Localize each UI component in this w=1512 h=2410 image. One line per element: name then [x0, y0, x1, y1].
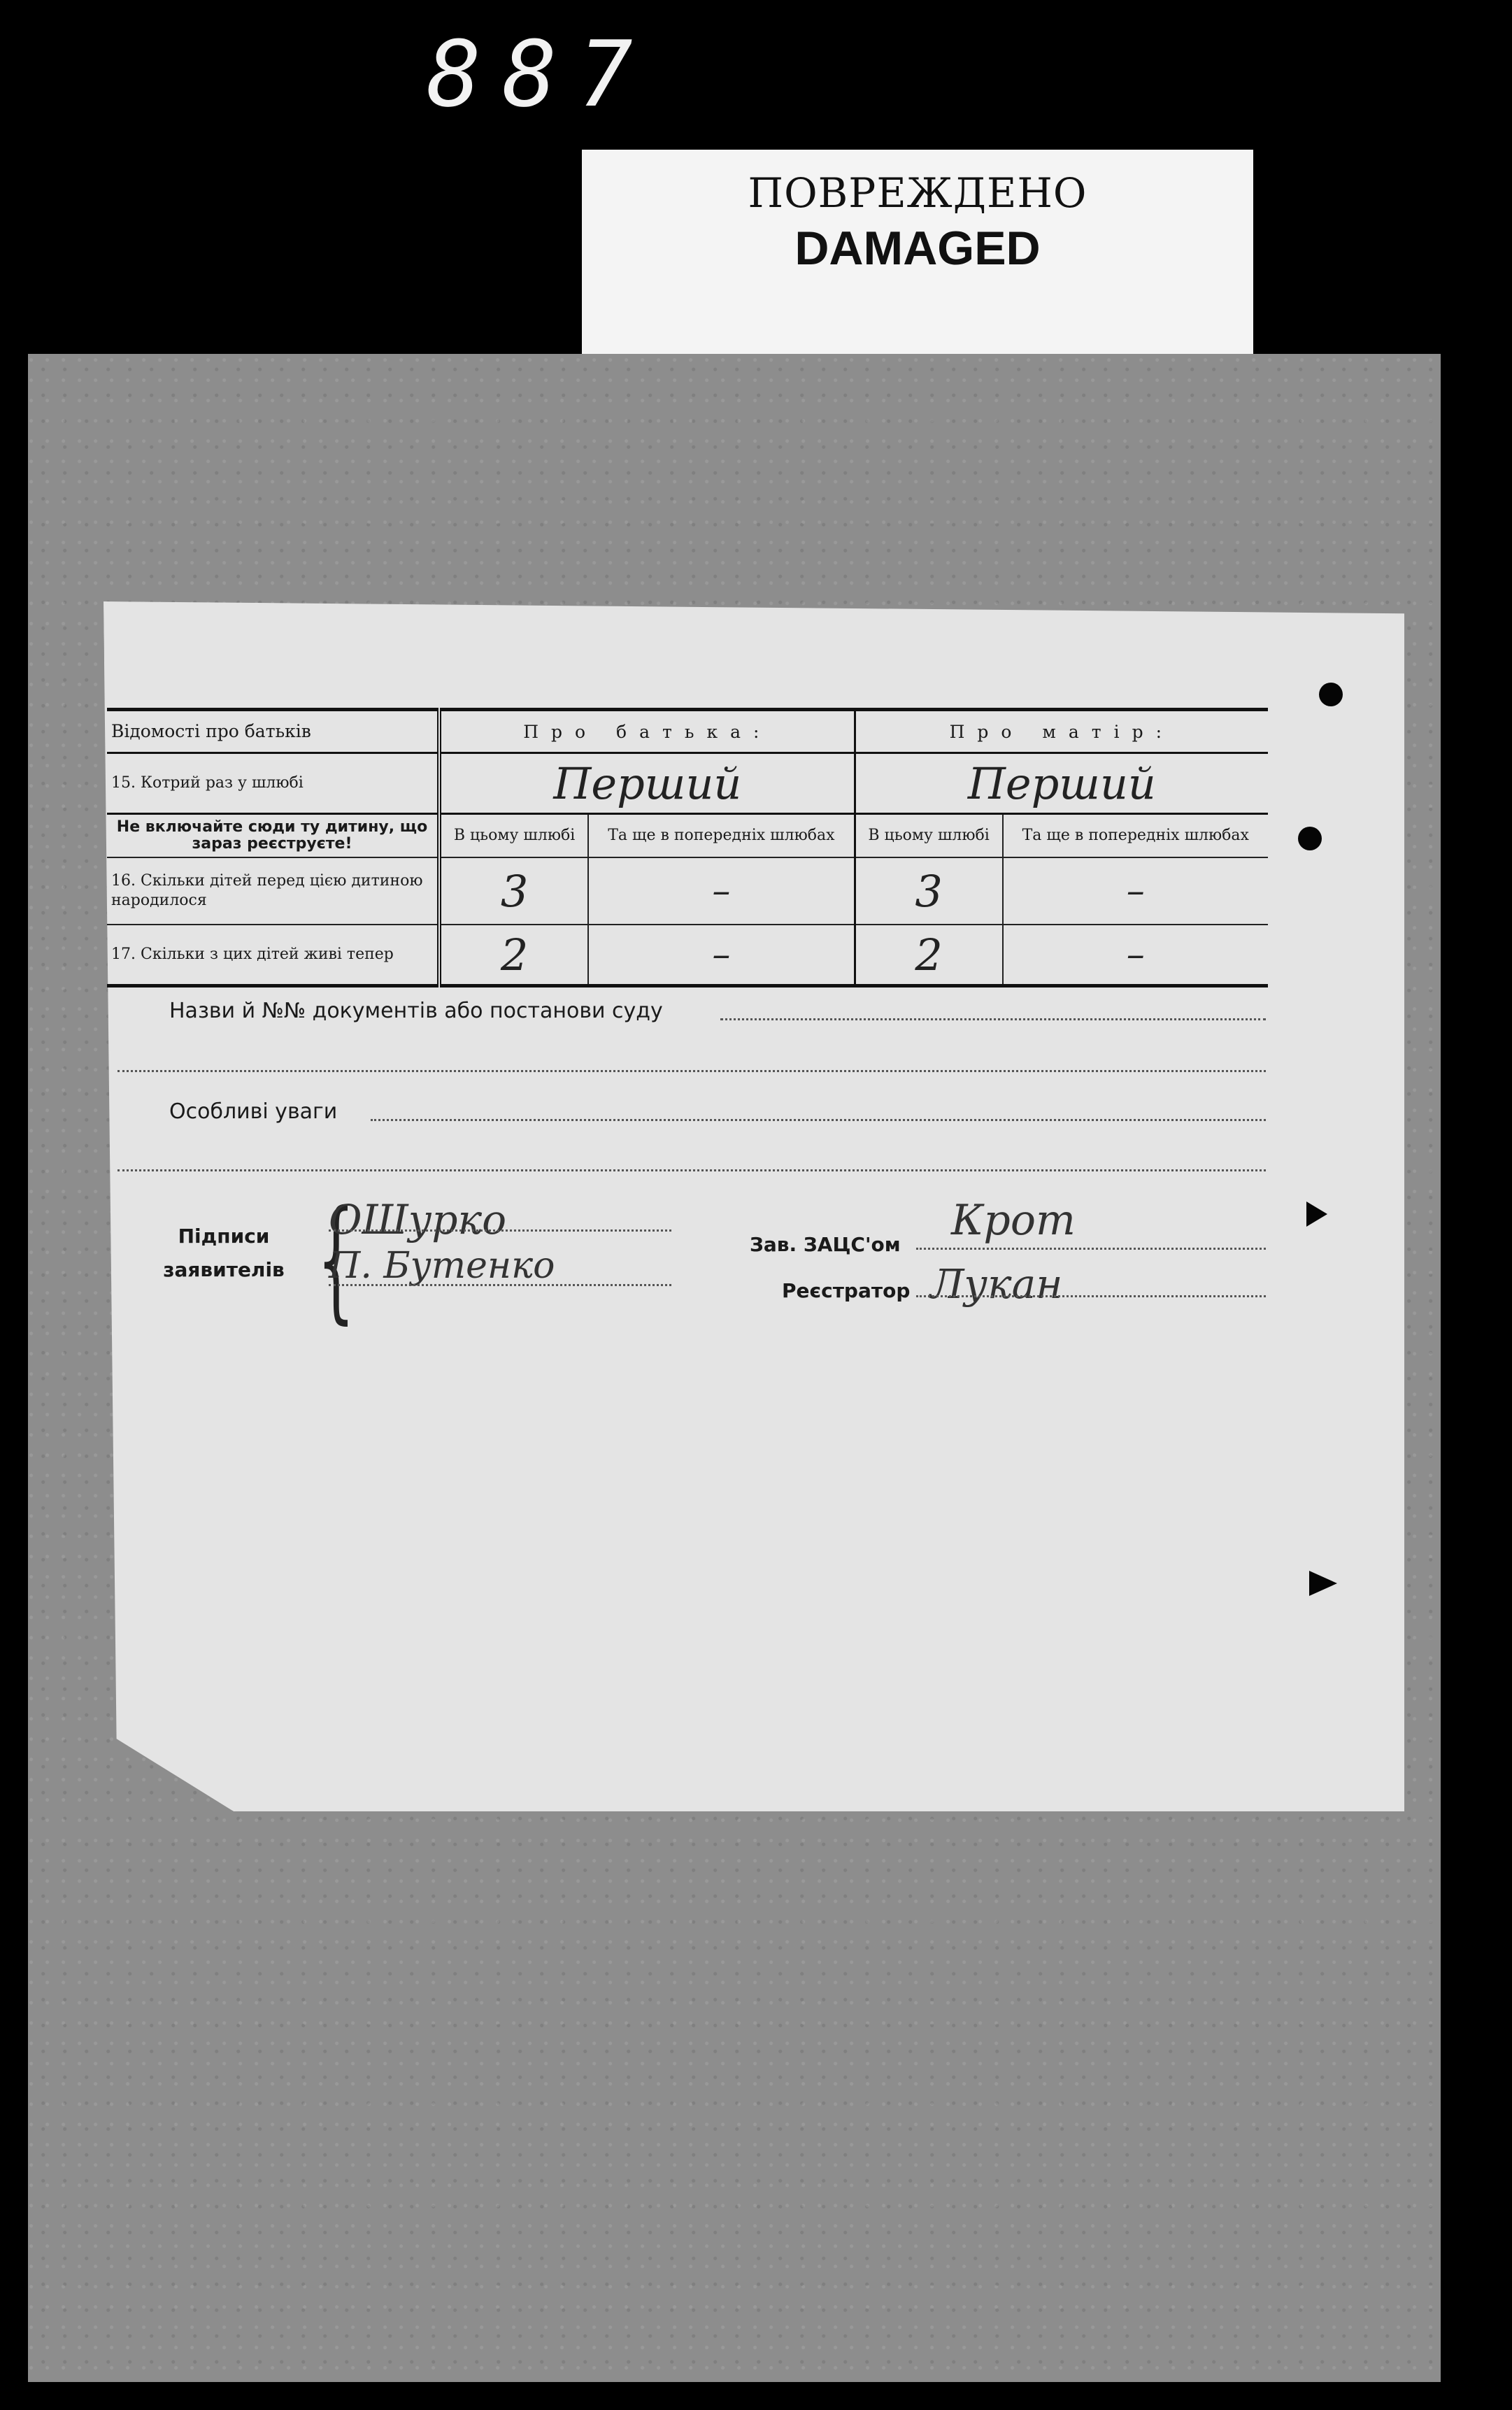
registrar-signature: Лукан — [930, 1260, 1063, 1308]
row17-value: – — [1126, 934, 1145, 976]
row16-value: 3 — [500, 865, 529, 917]
row16-value: – — [1126, 870, 1145, 912]
registrar-line — [916, 1295, 1266, 1297]
documents-line-2 — [117, 1070, 1266, 1072]
damaged-label-en: DAMAGED — [794, 222, 1041, 275]
registrar-label: Реєстратор — [782, 1279, 911, 1302]
documents-line — [720, 1018, 1266, 1020]
applicant-2-signature: П. Бутенко — [329, 1245, 555, 1287]
subheader-mother-this: В цьому шлюбі — [855, 814, 1002, 858]
row16-value: 3 — [915, 865, 943, 917]
punch-hole — [1298, 827, 1322, 850]
subheader-father-this: В цьому шлюбі — [439, 814, 588, 858]
documents-label: Назви й №№ документів або постанови суду — [169, 999, 663, 1023]
row17-value: 2 — [915, 929, 943, 981]
subheader-mother-previous: Та ще в попередніх шлюбах — [1003, 814, 1268, 858]
row15-label: 15. Котрий раз у шлюбі — [107, 753, 439, 814]
father-header: Про батька: — [439, 710, 855, 753]
section-header: Відомості про батьків — [107, 710, 439, 753]
applicants-signature-label: Підписи заявителів — [163, 1225, 285, 1281]
head-signature: Крот — [951, 1196, 1076, 1245]
row17-label: 17. Скільки з цих дітей живі тепер — [107, 925, 439, 986]
applicant-1-signature: ОШурко — [329, 1196, 507, 1243]
head-line — [916, 1248, 1266, 1250]
subheader-father-previous: Та ще в попередніх шлюбах — [588, 814, 855, 858]
notch-mark — [1306, 1202, 1327, 1227]
row17-value: 2 — [500, 929, 529, 981]
applicant-2-line — [329, 1284, 671, 1286]
notch-mark — [1309, 1571, 1337, 1596]
damaged-label-ru: ПОВРЕЖДЕНО — [748, 169, 1087, 217]
damaged-label — [582, 150, 1253, 359]
mother-header: Про матір: — [855, 710, 1268, 753]
remarks-line — [371, 1119, 1266, 1121]
row15-mother-value: Перший — [967, 757, 1156, 809]
head-label: Зав. ЗАЦС'ом — [750, 1233, 901, 1256]
row15-father-value: Перший — [553, 757, 742, 809]
punch-hole — [1319, 683, 1343, 706]
remarks-label: Особливі уваги — [169, 1099, 338, 1124]
applicant-1-line — [329, 1229, 671, 1232]
exclusion-note: Не включайте сюди ту дитину, що зараз реєструєте! — [107, 814, 439, 858]
row16-label: 16. Скільки дітей перед цією дитиною народилося — [107, 857, 439, 925]
row17-value: – — [712, 934, 731, 976]
frame-number: 887 — [427, 21, 654, 127]
parents-info-table — [107, 708, 1268, 987]
brace: { — [317, 1182, 355, 1336]
row16-value: – — [712, 870, 731, 912]
remarks-line-2 — [117, 1169, 1266, 1171]
